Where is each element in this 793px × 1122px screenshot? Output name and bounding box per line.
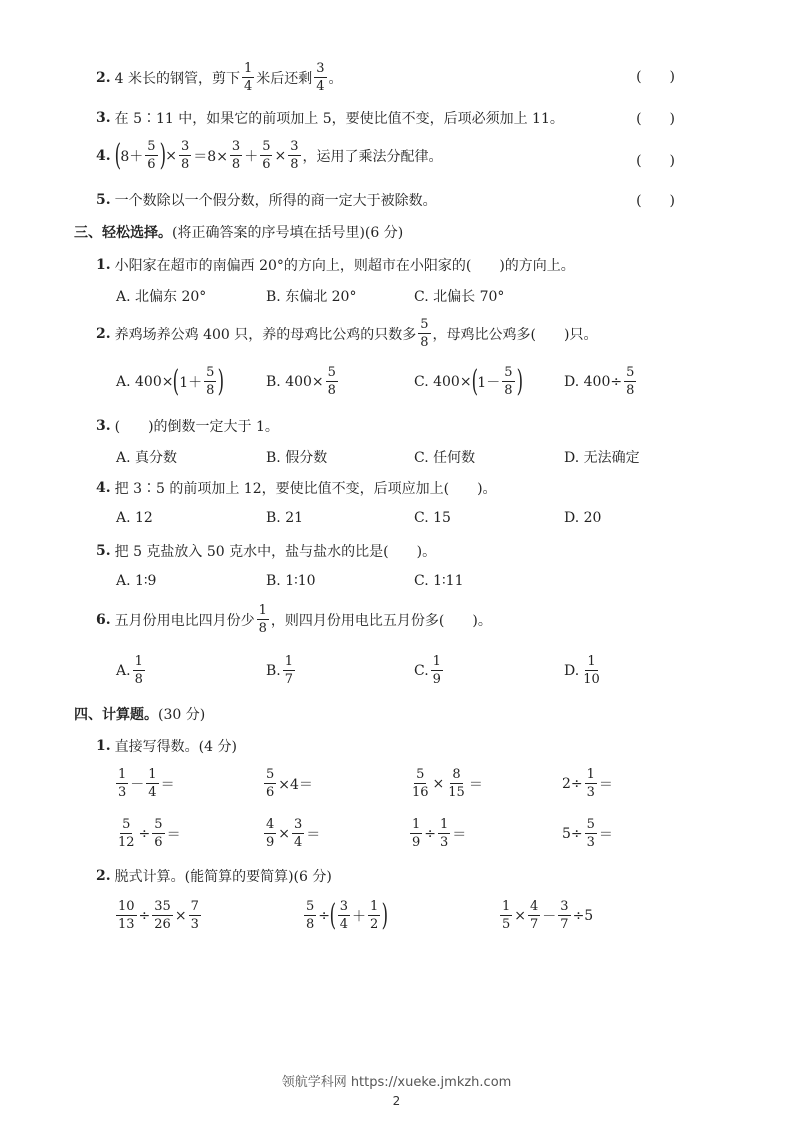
choice-q5 [96,541,436,561]
fraction: $\frac{5}{8}$ [206,365,215,398]
fraction: $\frac{1}{8}$ [134,654,143,687]
choice-q3 [96,416,279,436]
option-c[interactable] [414,655,445,686]
right-paren: ) [218,363,225,399]
judge-q2 [96,62,343,93]
option-a[interactable]: A. 12 [116,510,153,526]
left-paren: ( [114,137,121,173]
option-label: A. 400× [116,373,174,390]
oral-calc-item: $\frac{5}{16}$ × $\frac{8}{15}$ ＝ [412,767,483,800]
option-a[interactable]: A. 真分数 [116,450,178,466]
option-b[interactable]: B. 21 [266,510,304,526]
answer-blank[interactable]: ( ) [636,153,675,169]
fraction: $\frac{3}{8}$ [231,139,241,172]
q-text: ＝8× [193,148,228,165]
option-b[interactable]: B. 1∶10 [266,573,316,589]
section-four-heading [74,704,205,724]
option-b[interactable]: B. 假分数 [266,450,328,466]
choice-q6 [96,604,492,635]
option-d[interactable] [564,655,604,686]
option-b[interactable] [266,655,297,686]
option-d[interactable]: D. 无法确定 [564,450,640,466]
q-number: 1. [96,257,111,273]
calc-q2 [96,866,332,886]
fraction: $\frac{1}{4}$ [243,61,253,94]
page-number: 2 [392,1094,401,1108]
oral-calc-item: $\frac{5}{12}$ ÷ $\frac{5}{6}$ ＝ [118,817,181,850]
q-text: 米后还剩 [256,70,313,87]
oral-calc-item: $\frac{1}{9}$ ÷ $\frac{1}{3}$ ＝ [412,817,467,850]
fraction: $\frac{3}{4}$ [316,61,325,94]
q-text: ( )的倒数一定大于 1。 [114,419,279,435]
fraction: $\frac{5}{6}$ [147,139,156,172]
fraction: $\frac{5}{6}$ [262,139,271,172]
fraction: $\frac{1}{10}$ [583,654,600,687]
q-text: 一个数除以一个假分数，所得的商一定大于被除数。 [114,193,437,209]
q-text: × [165,147,177,164]
option-label: C. 400× [414,373,472,390]
oral-calc-item: $\frac{1}{3}$ － $\frac{1}{4}$ ＝ [118,767,175,800]
section-three-heading [74,222,403,242]
q-text: ，则四月份用电比五月份多( )。 [270,612,492,629]
judge-q3 [96,108,564,128]
section-title: 四、计算题。 [74,707,158,723]
judge-q4 [96,137,443,173]
q-number: 6. [96,611,111,628]
fraction: $\frac{1}{9}$ [432,654,441,687]
left-paren: ( [173,363,180,399]
option-text: 1－ [477,374,501,391]
oral-calc-item: 5÷ $\frac{5}{3}$ ＝ [562,817,613,850]
choice-q4 [96,478,497,498]
option-a[interactable] [116,655,147,686]
option-a[interactable]: A. 北偏东 20° [116,289,207,305]
judge-q5 [96,190,437,210]
q-number: 1. [96,738,111,754]
q-text: 8＋ [120,148,144,165]
fraction: $\frac{5}{8}$ [504,365,513,398]
fraction: $\frac{3}{8}$ [181,139,190,172]
fraction: $\frac{5}{8}$ [626,365,635,398]
option-label: C. [414,662,429,679]
fraction: $\frac{1}{7}$ [284,654,294,687]
oral-calc-item: $\frac{4}{9}$ × $\frac{3}{4}$ ＝ [266,817,321,850]
answer-blank[interactable]: ( ) [636,193,675,209]
fraction: $\frac{3}{8}$ [290,139,299,172]
q-number: 5. [96,192,111,208]
answer-blank[interactable]: ( ) [636,111,675,127]
option-d[interactable] [564,366,638,397]
q-text: ＋ [244,148,259,165]
section-note: (将正确答案的序号填在括号里)(6 分) [172,225,404,241]
q-number: 4. [96,147,111,164]
q-text: 直接写得数。(4 分) [114,739,237,755]
right-paren: ) [159,137,166,173]
oral-calc-item: 2÷ $\frac{1}{3}$ ＝ [562,767,613,800]
q-text: 。 [328,70,343,87]
fraction: $\frac{5}{8}$ [327,365,336,398]
step-calc-item: $\frac{1}{5}$ × $\frac{4}{7}$ － $\frac{3}{7}$ ÷5 [502,899,594,932]
watermark-link[interactable]: 领航学科网 https://xueke.jmkzh.com [281,1075,512,1090]
q-text: ，母鸡比公鸡多( )只。 [432,326,598,343]
option-text: 1＋ [179,374,203,391]
fraction: $\frac{1}{8}$ [258,603,267,636]
q-number: 3. [96,110,111,126]
option-a[interactable]: A. 1∶9 [116,573,157,589]
option-d[interactable]: D. 20 [564,510,602,526]
option-b[interactable] [266,366,340,397]
q-text: 养鸡场养公鸡 400 只，养的母鸡比公鸡的只数多 [114,326,417,343]
q-text: 五月份用电比四月份少 [114,612,255,629]
q-text: × [274,147,287,164]
calc-q1 [96,736,237,756]
q-text: 4 米长的钢管，剪下 [114,70,240,87]
q-number: 3. [96,418,111,434]
option-c[interactable]: C. 15 [414,510,451,526]
option-c[interactable]: C. 1∶11 [414,573,464,589]
q-number: 2. [96,69,111,86]
q-number: 2. [96,868,111,884]
step-calc-item: $\frac{10}{13}$ ÷ $\frac{35}{26}$ × $\frac{7}{3}$ [118,899,199,932]
option-c[interactable] [414,363,523,399]
option-label: B. [266,662,281,679]
step-calc-item: $\frac{5}{8}$ ÷ ( $\frac{3}{4}$ ＋ $\frac{1}{2}$ ) [306,897,389,933]
q-text: 把 5 克盐放入 50 克水中，盐与盐水的比是( )。 [114,544,437,560]
option-c[interactable]: C. 任何数 [414,450,476,466]
fraction: $\frac{5}{8}$ [420,317,429,350]
q-text: 脱式计算。(能简算的要简算)(6 分) [114,869,332,885]
option-c[interactable]: C. 北偏长 70° [414,289,505,305]
section-title: 三、轻松选择。 [74,225,172,241]
q-text: ，运用了乘法分配律。 [302,148,443,165]
q-text: 小阳家在超市的南偏西 20°的方向上，则超市在小阳家的( )的方向上。 [114,258,575,274]
option-a[interactable] [116,363,225,399]
answer-blank[interactable]: ( ) [636,69,675,85]
q-number: 5. [96,543,111,559]
option-label: B. 400× [266,373,324,390]
section-note: (30 分) [158,707,206,723]
option-label: D. 400÷ [564,373,623,390]
option-label: D. [564,662,580,679]
option-label: A. [116,662,131,679]
option-b[interactable]: B. 东偏北 20° [266,289,357,305]
q-number: 4. [96,480,111,496]
choice-q2 [96,318,597,349]
q-text: 把 3∶5 的前项加上 12，要使比值不变，后项应加上( )。 [114,481,497,497]
oral-calc-item: $\frac{5}{6}$ ×4＝ [266,767,313,800]
q-number: 2. [96,325,111,342]
left-paren: ( [471,363,478,399]
q-text: 在 5∶11 中，如果它的前项加上 5，要使比值不变，后项必须加上 11。 [114,111,564,127]
choice-q1 [96,255,575,275]
right-paren: ) [516,363,523,399]
